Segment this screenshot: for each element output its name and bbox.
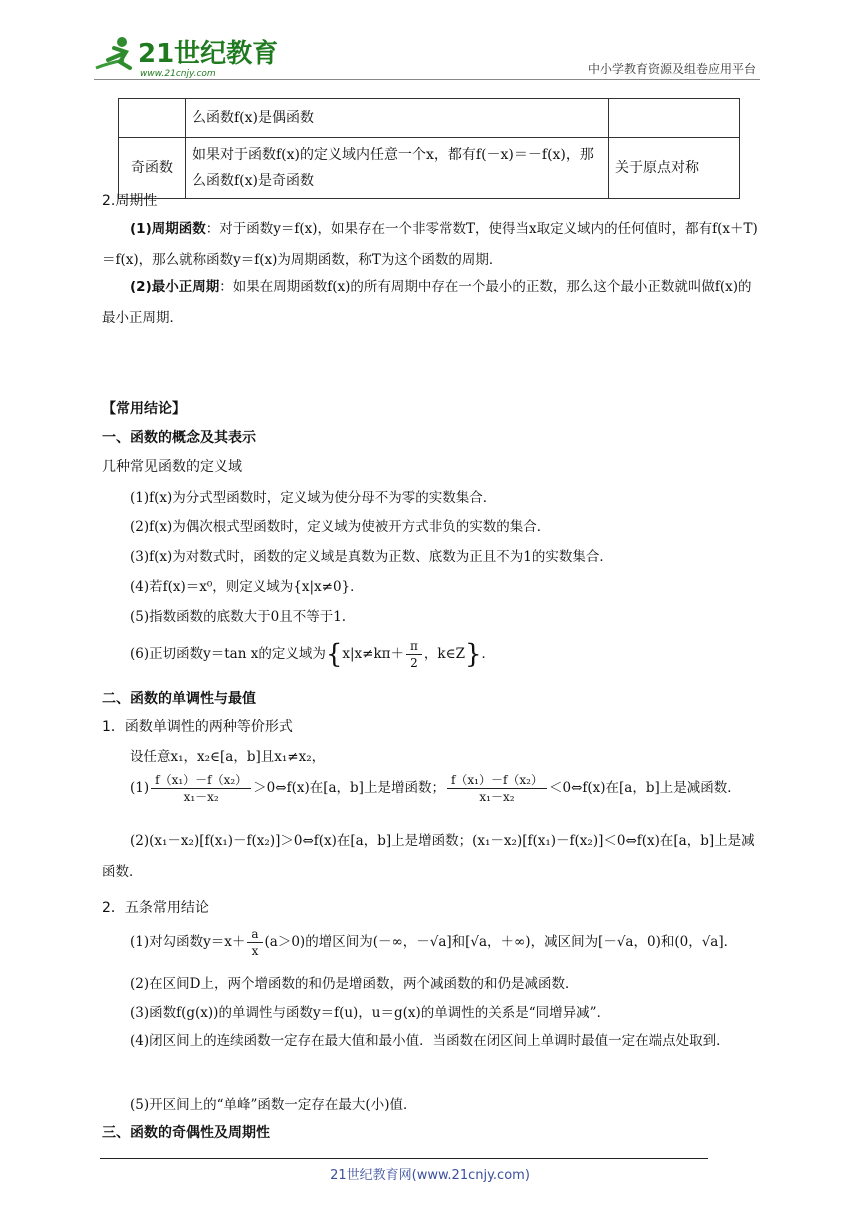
list-item: (5)开区间上的“单峰”函数一定存在最大(小)值．	[130, 1097, 417, 1113]
periodicity-p2-label: (2)最小正周期	[130, 279, 220, 295]
table-cell-name: 奇函数	[119, 138, 186, 199]
tan-domain-text: (6)正切函数y＝tan x的定义域为	[130, 646, 326, 662]
table-cell-feature: 关于原点对称	[609, 138, 740, 199]
table-row	[119, 138, 740, 199]
pi-over-two: $\frac{\pi}{2}$	[406, 638, 422, 671]
tan-domain-k: ，k∈Z	[423, 646, 465, 662]
header-divider	[94, 79, 760, 80]
section-1-subtitle: 几种常见函数的定义域	[102, 459, 242, 475]
section-2-subtitle-1: 1．函数单调性的两种等价形式	[102, 719, 293, 735]
monotonic-form-1: (1) $\frac{\text{f（x₁）－f（x₂）}}{\text{x₁－x₂}}$ ＞0⇔f(x)在[a，b]上是增函数； $\frac{\text{f（x₁）－f（x₂）}}{\text{x₁－x₂}}$ ＜0⇔f(x)在[a，b]上是减函数．	[130, 773, 741, 804]
section-2-title: 二、函数的单调性与最值	[102, 691, 256, 707]
list-item-tan-domain: (6)正切函数y＝tan x的定义域为{x|x≠kπ＋ $\frac{\pi}{2}$ ，k∈Z}．	[130, 639, 496, 670]
footer-divider	[100, 1158, 708, 1159]
svg-text:21世纪教育: 21世纪教育	[138, 39, 279, 69]
common-title: 【常用结论】	[102, 401, 186, 417]
periodicity-title: 2.周期性	[102, 193, 158, 209]
section-2-subtitle-2: 2．五条常用结论	[102, 900, 209, 916]
periodicity-p1-label: (1)周期函数	[130, 221, 206, 237]
periodicity-p2	[102, 272, 764, 334]
list-item: (3)函数f(g(x))的单调性与函数y＝f(u)，u＝g(x)的单调性的关系是“同增异减”．	[130, 1005, 611, 1021]
table-cell-definition: 么函数f(x)是偶函数	[186, 99, 609, 138]
table-row	[119, 99, 740, 138]
parity-table	[118, 98, 740, 199]
list-item: (2)在区间D上，两个增函数的和仍是增函数，两个减函数的和仍是减函数．	[130, 976, 579, 992]
list-item: (2)f(x)为偶次根式型函数时，定义域为使被开方式非负的实数的集合．	[130, 519, 551, 535]
section-1-title: 一、函数的概念及其表示	[102, 430, 256, 446]
site-logo	[92, 34, 279, 80]
periodicity-p2-text: ：如果在周期函数f(x)的所有周期中存在一个最小的正数，那么这个最小正数就叫做f(x)的最小正周期．	[102, 279, 752, 326]
list-item: (4)闭区间上的连续函数一定存在最大值和最小值．当函数在闭区间上单调时最值一定在端点处取到．	[130, 1033, 730, 1049]
difference-quotient: $\frac{\text{f（x₁）－f（x₂）}}{\text{x₁－x₂}}$	[151, 772, 251, 805]
list-item: (5)指数函数的底数大于0且不等于1.	[130, 609, 347, 625]
section-3-title: 三、函数的奇偶性及周期性	[102, 1125, 270, 1141]
svg-text:www.21cnjy.com: www.21cnjy.com	[140, 69, 216, 79]
monotonic-form-2: (2)(x₁－x₂)[f(x₁)－f(x₂)]＞0⇔f(x)在[a，b]上是增函数；(x₁－x₂)[f(x₁)－f(x₂)]＜0⇔f(x)在[a，b]上是减函数．	[102, 833, 755, 880]
platform-name: 中小学教育资源及组卷应用平台	[587, 62, 756, 76]
table-cell-feature	[609, 99, 740, 138]
table-cell-name	[119, 99, 186, 138]
a-over-x: $\frac{a}{x}$	[247, 926, 262, 959]
list-item: (3)f(x)为对数式时，函数的定义域是真数为正数、底数为正且不为1的实数集合．	[130, 549, 613, 565]
let-statement: 设任意x₁，x₂∈[a，b]且x₁≠x₂，	[130, 749, 326, 765]
table-cell-definition: 如果对于函数f(x)的定义域内任意一个x，都有f(－x)＝－f(x)，那么函数f(x)是奇函数	[186, 138, 609, 199]
tan-domain-set: x|x≠kπ＋	[342, 646, 405, 662]
list-item-hook-function: (1)对勾函数y＝x＋ $\frac{a}{x}$ (a＞0)的增区间为(－∞，－√a]和[√a，＋∞)，减区间为[－√a，0)和(0，√a]．	[130, 927, 738, 958]
difference-quotient: $\frac{\text{f（x₁）－f（x₂）}}{\text{x₁－x₂}}$	[447, 772, 547, 805]
periodicity-p1-text: ：对于函数y＝f(x)，如果存在一个非零常数T，使得当x取定义域内的任何值时，都有f(x＋T)＝f(x)，那么就称函数y＝f(x)为周期函数，称T为这个函数的周期．	[102, 221, 758, 268]
periodicity-p1	[102, 214, 764, 276]
footer-link[interactable]: 21世纪教育网(www.21cnjy.com)	[330, 1168, 530, 1183]
list-item: (4)若f(x)＝x⁰，则定义域为{x|x≠0}．	[130, 579, 364, 595]
list-item: (1)f(x)为分式型函数时，定义域为使分母不为零的实数集合．	[130, 490, 497, 506]
